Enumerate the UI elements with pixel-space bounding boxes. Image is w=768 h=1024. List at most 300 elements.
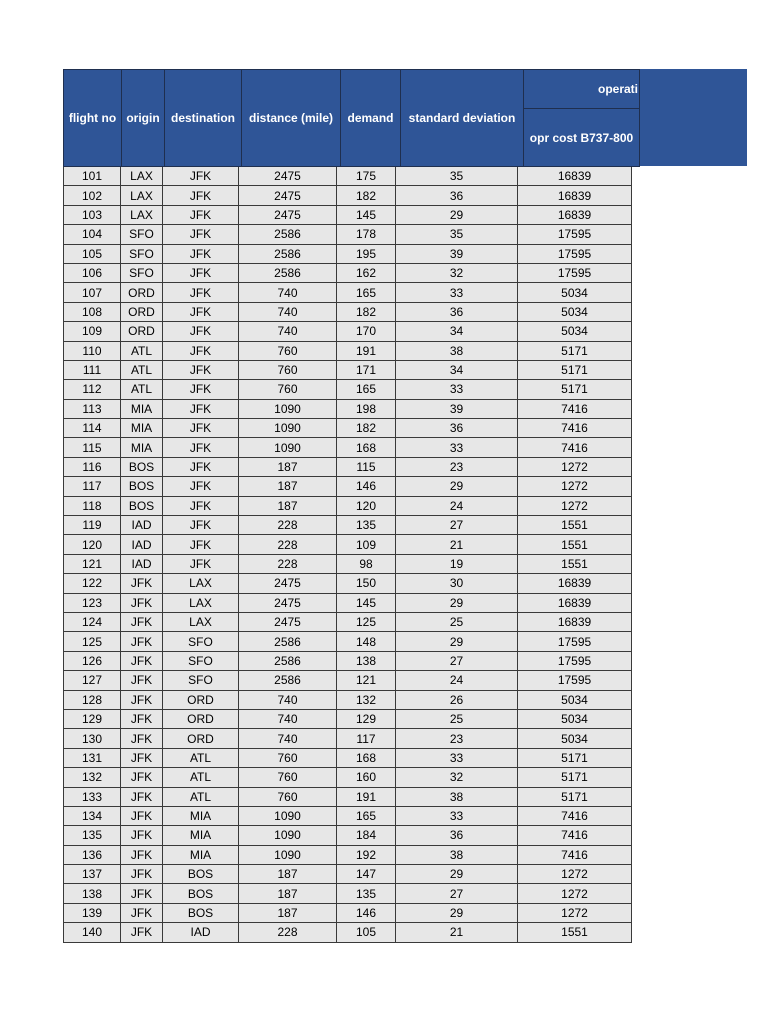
opr-cost-cell[interactable]: 17595 (518, 671, 632, 690)
flight-no-cell[interactable]: 122 (64, 574, 121, 593)
std-dev-cell[interactable]: 38 (396, 341, 518, 360)
opr-cost-cell[interactable]: 7416 (518, 438, 632, 457)
distance-cell[interactable]: 2586 (239, 651, 337, 670)
distance-cell[interactable]: 187 (239, 457, 337, 476)
table-header (63, 69, 747, 166)
std-dev-cell[interactable]: 27 (396, 516, 518, 535)
destination-cell[interactable]: MIA (163, 845, 239, 864)
distance-cell[interactable]: 740 (239, 283, 337, 302)
origin-cell[interactable]: JFK (121, 709, 163, 728)
std-dev-cell[interactable]: 39 (396, 244, 518, 263)
flight-no-cell[interactable]: 133 (64, 787, 121, 806)
origin-cell[interactable]: ORD (121, 283, 163, 302)
flight-no-cell[interactable]: 115 (64, 438, 121, 457)
origin-cell[interactable]: ATL (121, 360, 163, 379)
opr-cost-cell[interactable]: 1272 (518, 903, 632, 922)
flight-no-cell[interactable]: 113 (64, 399, 121, 418)
std-dev-cell[interactable]: 34 (396, 322, 518, 341)
demand-cell[interactable]: 135 (337, 884, 396, 903)
distance-cell[interactable]: 1090 (239, 438, 337, 457)
flight-no-cell[interactable]: 110 (64, 341, 121, 360)
origin-cell[interactable]: JFK (121, 632, 163, 651)
opr-cost-cell[interactable]: 5171 (518, 341, 632, 360)
origin-cell[interactable]: JFK (121, 787, 163, 806)
distance-cell[interactable]: 2475 (239, 167, 337, 186)
origin-cell[interactable]: SFO (121, 225, 163, 244)
flight-no-cell[interactable]: 138 (64, 884, 121, 903)
flight-no-cell[interactable]: 102 (64, 186, 121, 205)
destination-cell[interactable]: LAX (163, 593, 239, 612)
flight-no-cell[interactable]: 114 (64, 419, 121, 438)
origin-cell[interactable]: JFK (121, 729, 163, 748)
flight-no-cell[interactable]: 109 (64, 322, 121, 341)
destination-cell[interactable]: JFK (163, 186, 239, 205)
demand-cell[interactable]: 147 (337, 865, 396, 884)
opr-cost-cell[interactable]: 17595 (518, 225, 632, 244)
std-dev-cell[interactable]: 27 (396, 884, 518, 903)
distance-cell[interactable]: 740 (239, 302, 337, 321)
distance-cell[interactable]: 760 (239, 380, 337, 399)
distance-cell[interactable]: 760 (239, 341, 337, 360)
table-row (64, 845, 632, 864)
demand-cell[interactable]: 120 (337, 496, 396, 515)
distance-cell[interactable]: 1090 (239, 826, 337, 845)
origin-cell[interactable]: MIA (121, 438, 163, 457)
destination-cell[interactable]: JFK (163, 496, 239, 515)
destination-cell[interactable]: BOS (163, 865, 239, 884)
std-dev-cell[interactable]: 25 (396, 612, 518, 631)
flight-no-cell[interactable]: 130 (64, 729, 121, 748)
origin-cell[interactable]: BOS (121, 457, 163, 476)
std-dev-cell[interactable]: 33 (396, 438, 518, 457)
flight-no-cell[interactable]: 128 (64, 690, 121, 709)
flight-no-cell[interactable]: 120 (64, 535, 121, 554)
opr-cost-cell[interactable]: 16839 (518, 167, 632, 186)
opr-cost-cell[interactable]: 7416 (518, 806, 632, 825)
std-dev-cell[interactable]: 29 (396, 477, 518, 496)
std-dev-cell[interactable]: 27 (396, 651, 518, 670)
demand-cell[interactable]: 191 (337, 787, 396, 806)
opr-cost-cell[interactable]: 5171 (518, 380, 632, 399)
destination-cell[interactable]: JFK (163, 535, 239, 554)
distance-cell[interactable]: 2475 (239, 574, 337, 593)
destination-cell[interactable]: JFK (163, 283, 239, 302)
opr-cost-cell[interactable]: 1551 (518, 554, 632, 573)
distance-cell[interactable]: 187 (239, 477, 337, 496)
distance-cell[interactable]: 740 (239, 709, 337, 728)
destination-cell[interactable]: JFK (163, 244, 239, 263)
flight-no-cell[interactable]: 108 (64, 302, 121, 321)
origin-cell[interactable]: JFK (121, 865, 163, 884)
destination-cell[interactable]: JFK (163, 205, 239, 224)
origin-cell[interactable]: JFK (121, 651, 163, 670)
origin-cell[interactable]: SFO (121, 263, 163, 282)
std-dev-cell[interactable]: 21 (396, 535, 518, 554)
destination-cell[interactable]: JFK (163, 457, 239, 476)
flight-no-cell[interactable]: 105 (64, 244, 121, 263)
flight-no-cell[interactable]: 121 (64, 554, 121, 573)
destination-cell[interactable]: ORD (163, 690, 239, 709)
table-row (64, 419, 632, 438)
opr-cost-cell[interactable]: 16839 (518, 574, 632, 593)
demand-cell[interactable]: 198 (337, 399, 396, 418)
origin-cell[interactable]: JFK (121, 593, 163, 612)
distance-cell[interactable]: 1090 (239, 806, 337, 825)
opr-cost-cell[interactable]: 5171 (518, 748, 632, 767)
flight-no-cell[interactable]: 119 (64, 516, 121, 535)
flight-no-cell[interactable]: 132 (64, 768, 121, 787)
table-row (64, 574, 632, 593)
std-dev-cell[interactable]: 36 (396, 302, 518, 321)
distance-cell[interactable]: 2475 (239, 186, 337, 205)
table-row (64, 729, 632, 748)
destination-cell[interactable]: MIA (163, 826, 239, 845)
header-demand: demand (341, 70, 401, 167)
table-row (64, 496, 632, 515)
table-row (64, 263, 632, 282)
header-extension (633, 69, 747, 166)
distance-cell[interactable]: 740 (239, 690, 337, 709)
std-dev-cell[interactable]: 34 (396, 360, 518, 379)
demand-cell[interactable]: 121 (337, 671, 396, 690)
std-dev-cell[interactable]: 26 (396, 690, 518, 709)
flight-no-cell[interactable]: 136 (64, 845, 121, 864)
flight-no-cell[interactable]: 118 (64, 496, 121, 515)
origin-cell[interactable]: JFK (121, 768, 163, 787)
opr-cost-cell[interactable]: 5171 (518, 768, 632, 787)
opr-cost-cell[interactable]: 16839 (518, 205, 632, 224)
demand-cell[interactable]: 178 (337, 225, 396, 244)
std-dev-cell[interactable]: 35 (396, 167, 518, 186)
demand-cell[interactable]: 115 (337, 457, 396, 476)
demand-cell[interactable]: 168 (337, 748, 396, 767)
flight-no-cell[interactable]: 135 (64, 826, 121, 845)
destination-cell[interactable]: ORD (163, 709, 239, 728)
destination-cell[interactable]: JFK (163, 438, 239, 457)
table-row (64, 923, 632, 942)
table-row (64, 205, 632, 224)
distance-cell[interactable]: 2586 (239, 244, 337, 263)
opr-cost-cell[interactable]: 17595 (518, 632, 632, 651)
distance-cell[interactable]: 740 (239, 729, 337, 748)
origin-cell[interactable]: ORD (121, 322, 163, 341)
opr-cost-cell[interactable]: 5034 (518, 709, 632, 728)
destination-cell[interactable]: MIA (163, 806, 239, 825)
origin-cell[interactable]: ATL (121, 380, 163, 399)
demand-cell[interactable]: 105 (337, 923, 396, 942)
demand-cell[interactable]: 160 (337, 768, 396, 787)
demand-cell[interactable]: 165 (337, 380, 396, 399)
table-row (64, 748, 632, 767)
opr-cost-cell[interactable]: 16839 (518, 593, 632, 612)
flight-no-cell[interactable]: 140 (64, 923, 121, 942)
table-row (64, 283, 632, 302)
destination-cell[interactable]: ATL (163, 748, 239, 767)
table-row (64, 787, 632, 806)
demand-cell[interactable]: 184 (337, 826, 396, 845)
flight-no-cell[interactable]: 106 (64, 263, 121, 282)
destination-cell[interactable]: JFK (163, 341, 239, 360)
opr-cost-cell[interactable]: 17595 (518, 263, 632, 282)
demand-cell[interactable]: 192 (337, 845, 396, 864)
destination-cell[interactable]: JFK (163, 263, 239, 282)
demand-cell[interactable]: 138 (337, 651, 396, 670)
origin-cell[interactable]: LAX (121, 186, 163, 205)
distance-cell[interactable]: 187 (239, 865, 337, 884)
opr-cost-cell[interactable]: 5034 (518, 729, 632, 748)
header-flight-no: flight no (64, 70, 122, 167)
origin-cell[interactable]: JFK (121, 612, 163, 631)
origin-cell[interactable]: JFK (121, 690, 163, 709)
distance-cell[interactable]: 187 (239, 496, 337, 515)
demand-cell[interactable]: 109 (337, 535, 396, 554)
destination-cell[interactable]: SFO (163, 671, 239, 690)
demand-cell[interactable]: 165 (337, 806, 396, 825)
distance-cell[interactable]: 760 (239, 787, 337, 806)
opr-cost-cell[interactable]: 7416 (518, 845, 632, 864)
header-table (63, 69, 640, 167)
std-dev-cell[interactable]: 38 (396, 845, 518, 864)
origin-cell[interactable]: JFK (121, 748, 163, 767)
flight-no-cell[interactable]: 139 (64, 903, 121, 922)
origin-cell[interactable]: ORD (121, 302, 163, 321)
demand-cell[interactable]: 129 (337, 709, 396, 728)
demand-cell[interactable]: 170 (337, 322, 396, 341)
demand-cell[interactable]: 125 (337, 612, 396, 631)
destination-cell[interactable]: JFK (163, 399, 239, 418)
distance-cell[interactable]: 2475 (239, 593, 337, 612)
origin-cell[interactable]: JFK (121, 574, 163, 593)
demand-cell[interactable]: 171 (337, 360, 396, 379)
destination-cell[interactable]: BOS (163, 903, 239, 922)
flight-no-cell[interactable]: 103 (64, 205, 121, 224)
opr-cost-cell[interactable]: 5034 (518, 283, 632, 302)
std-dev-cell[interactable]: 19 (396, 554, 518, 573)
distance-cell[interactable]: 1090 (239, 419, 337, 438)
demand-cell[interactable]: 146 (337, 477, 396, 496)
std-dev-cell[interactable]: 29 (396, 205, 518, 224)
flight-no-cell[interactable]: 127 (64, 671, 121, 690)
demand-cell[interactable]: 191 (337, 341, 396, 360)
demand-cell[interactable]: 135 (337, 516, 396, 535)
opr-cost-cell[interactable]: 1272 (518, 496, 632, 515)
demand-cell[interactable]: 182 (337, 419, 396, 438)
origin-cell[interactable]: SFO (121, 244, 163, 263)
demand-cell[interactable]: 195 (337, 244, 396, 263)
opr-cost-cell[interactable]: 1272 (518, 477, 632, 496)
std-dev-cell[interactable]: 24 (396, 496, 518, 515)
distance-cell[interactable]: 760 (239, 768, 337, 787)
flight-no-cell[interactable]: 107 (64, 283, 121, 302)
destination-cell[interactable]: SFO (163, 632, 239, 651)
destination-cell[interactable]: SFO (163, 651, 239, 670)
demand-cell[interactable]: 182 (337, 186, 396, 205)
destination-cell[interactable]: IAD (163, 923, 239, 942)
demand-cell[interactable]: 148 (337, 632, 396, 651)
origin-cell[interactable]: BOS (121, 477, 163, 496)
origin-cell[interactable]: IAD (121, 554, 163, 573)
std-dev-cell[interactable]: 25 (396, 709, 518, 728)
opr-cost-cell[interactable]: 5034 (518, 302, 632, 321)
origin-cell[interactable]: LAX (121, 205, 163, 224)
origin-cell[interactable]: JFK (121, 806, 163, 825)
origin-cell[interactable]: ATL (121, 341, 163, 360)
distance-cell[interactable]: 760 (239, 748, 337, 767)
flight-no-cell[interactable]: 101 (64, 167, 121, 186)
std-dev-cell[interactable]: 21 (396, 923, 518, 942)
destination-cell[interactable]: JFK (163, 167, 239, 186)
destination-cell[interactable]: LAX (163, 574, 239, 593)
distance-cell[interactable]: 2586 (239, 632, 337, 651)
distance-cell[interactable]: 187 (239, 903, 337, 922)
destination-cell[interactable]: JFK (163, 554, 239, 573)
distance-cell[interactable]: 2586 (239, 671, 337, 690)
demand-cell[interactable]: 132 (337, 690, 396, 709)
origin-cell[interactable]: JFK (121, 826, 163, 845)
destination-cell[interactable]: JFK (163, 360, 239, 379)
std-dev-cell[interactable]: 29 (396, 865, 518, 884)
destination-cell[interactable]: JFK (163, 419, 239, 438)
opr-cost-cell[interactable]: 1551 (518, 516, 632, 535)
flight-no-cell[interactable]: 137 (64, 865, 121, 884)
std-dev-cell[interactable]: 39 (396, 399, 518, 418)
opr-cost-cell[interactable]: 5171 (518, 360, 632, 379)
opr-cost-cell[interactable]: 7416 (518, 399, 632, 418)
table-row (64, 360, 632, 379)
table-row (64, 651, 632, 670)
flight-no-cell[interactable]: 112 (64, 380, 121, 399)
demand-cell[interactable]: 150 (337, 574, 396, 593)
demand-cell[interactable]: 145 (337, 593, 396, 612)
std-dev-cell[interactable]: 33 (396, 748, 518, 767)
opr-cost-cell[interactable]: 1272 (518, 457, 632, 476)
demand-cell[interactable]: 175 (337, 167, 396, 186)
origin-cell[interactable]: BOS (121, 496, 163, 515)
std-dev-cell[interactable]: 32 (396, 263, 518, 282)
destination-cell[interactable]: BOS (163, 884, 239, 903)
demand-cell[interactable]: 117 (337, 729, 396, 748)
std-dev-cell[interactable]: 23 (396, 729, 518, 748)
std-dev-cell[interactable]: 23 (396, 457, 518, 476)
distance-cell[interactable]: 228 (239, 516, 337, 535)
origin-cell[interactable]: JFK (121, 903, 163, 922)
distance-cell[interactable]: 228 (239, 535, 337, 554)
flight-no-cell[interactable]: 123 (64, 593, 121, 612)
flight-no-cell[interactable]: 134 (64, 806, 121, 825)
distance-cell[interactable]: 228 (239, 923, 337, 942)
distance-cell[interactable]: 740 (239, 322, 337, 341)
flight-no-cell[interactable]: 129 (64, 709, 121, 728)
std-dev-cell[interactable]: 36 (396, 186, 518, 205)
distance-cell[interactable]: 1090 (239, 845, 337, 864)
destination-cell[interactable]: JFK (163, 477, 239, 496)
demand-cell[interactable]: 165 (337, 283, 396, 302)
destination-cell[interactable]: JFK (163, 302, 239, 321)
destination-cell[interactable]: ATL (163, 768, 239, 787)
opr-cost-cell[interactable]: 1272 (518, 865, 632, 884)
std-dev-cell[interactable]: 36 (396, 826, 518, 845)
distance-cell[interactable]: 2586 (239, 263, 337, 282)
std-dev-cell[interactable]: 35 (396, 225, 518, 244)
distance-cell[interactable]: 228 (239, 554, 337, 573)
flight-no-cell[interactable]: 125 (64, 632, 121, 651)
flight-no-cell[interactable]: 104 (64, 225, 121, 244)
flight-no-cell[interactable]: 126 (64, 651, 121, 670)
std-dev-cell[interactable]: 38 (396, 787, 518, 806)
opr-cost-cell[interactable]: 7416 (518, 826, 632, 845)
origin-cell[interactable]: JFK (121, 671, 163, 690)
std-dev-cell[interactable]: 29 (396, 632, 518, 651)
origin-cell[interactable]: JFK (121, 884, 163, 903)
distance-cell[interactable]: 2586 (239, 225, 337, 244)
opr-cost-cell[interactable]: 16839 (518, 612, 632, 631)
flight-no-cell[interactable]: 117 (64, 477, 121, 496)
std-dev-cell[interactable]: 24 (396, 671, 518, 690)
distance-cell[interactable]: 2475 (239, 612, 337, 631)
origin-cell[interactable]: IAD (121, 516, 163, 535)
header-distance: distance (mile) (242, 70, 341, 167)
origin-cell[interactable]: MIA (121, 419, 163, 438)
table-row (64, 457, 632, 476)
flight-no-cell[interactable]: 124 (64, 612, 121, 631)
distance-cell[interactable]: 1090 (239, 399, 337, 418)
origin-cell[interactable]: JFK (121, 923, 163, 942)
destination-cell[interactable]: LAX (163, 612, 239, 631)
std-dev-cell[interactable]: 33 (396, 806, 518, 825)
opr-cost-cell[interactable]: 5034 (518, 690, 632, 709)
flight-no-cell[interactable]: 131 (64, 748, 121, 767)
std-dev-cell[interactable]: 29 (396, 593, 518, 612)
distance-cell[interactable]: 187 (239, 884, 337, 903)
demand-cell[interactable]: 98 (337, 554, 396, 573)
origin-cell[interactable]: IAD (121, 535, 163, 554)
demand-cell[interactable]: 162 (337, 263, 396, 282)
destination-cell[interactable]: JFK (163, 516, 239, 535)
destination-cell[interactable]: JFK (163, 380, 239, 399)
destination-cell[interactable]: JFK (163, 322, 239, 341)
demand-cell[interactable]: 182 (337, 302, 396, 321)
std-dev-cell[interactable]: 29 (396, 903, 518, 922)
opr-cost-cell[interactable]: 16839 (518, 186, 632, 205)
opr-cost-cell[interactable]: 17595 (518, 651, 632, 670)
opr-cost-cell[interactable]: 17595 (518, 244, 632, 263)
opr-cost-cell[interactable]: 1551 (518, 923, 632, 942)
flight-no-cell[interactable]: 111 (64, 360, 121, 379)
demand-cell[interactable]: 145 (337, 205, 396, 224)
opr-cost-cell[interactable]: 1272 (518, 884, 632, 903)
std-dev-cell[interactable]: 32 (396, 768, 518, 787)
distance-cell[interactable]: 760 (239, 360, 337, 379)
demand-cell[interactable]: 146 (337, 903, 396, 922)
std-dev-cell[interactable]: 33 (396, 283, 518, 302)
destination-cell[interactable]: JFK (163, 225, 239, 244)
distance-cell[interactable]: 2475 (239, 205, 337, 224)
origin-cell[interactable]: MIA (121, 399, 163, 418)
std-dev-cell[interactable]: 36 (396, 419, 518, 438)
std-dev-cell[interactable]: 33 (396, 380, 518, 399)
opr-cost-cell[interactable]: 7416 (518, 419, 632, 438)
opr-cost-cell[interactable]: 1551 (518, 535, 632, 554)
opr-cost-cell[interactable]: 5171 (518, 787, 632, 806)
origin-cell[interactable]: JFK (121, 845, 163, 864)
destination-cell[interactable]: ORD (163, 729, 239, 748)
demand-cell[interactable]: 168 (337, 438, 396, 457)
origin-cell[interactable]: LAX (121, 167, 163, 186)
flight-no-cell[interactable]: 116 (64, 457, 121, 476)
opr-cost-cell[interactable]: 5034 (518, 322, 632, 341)
std-dev-cell[interactable]: 30 (396, 574, 518, 593)
destination-cell[interactable]: ATL (163, 787, 239, 806)
